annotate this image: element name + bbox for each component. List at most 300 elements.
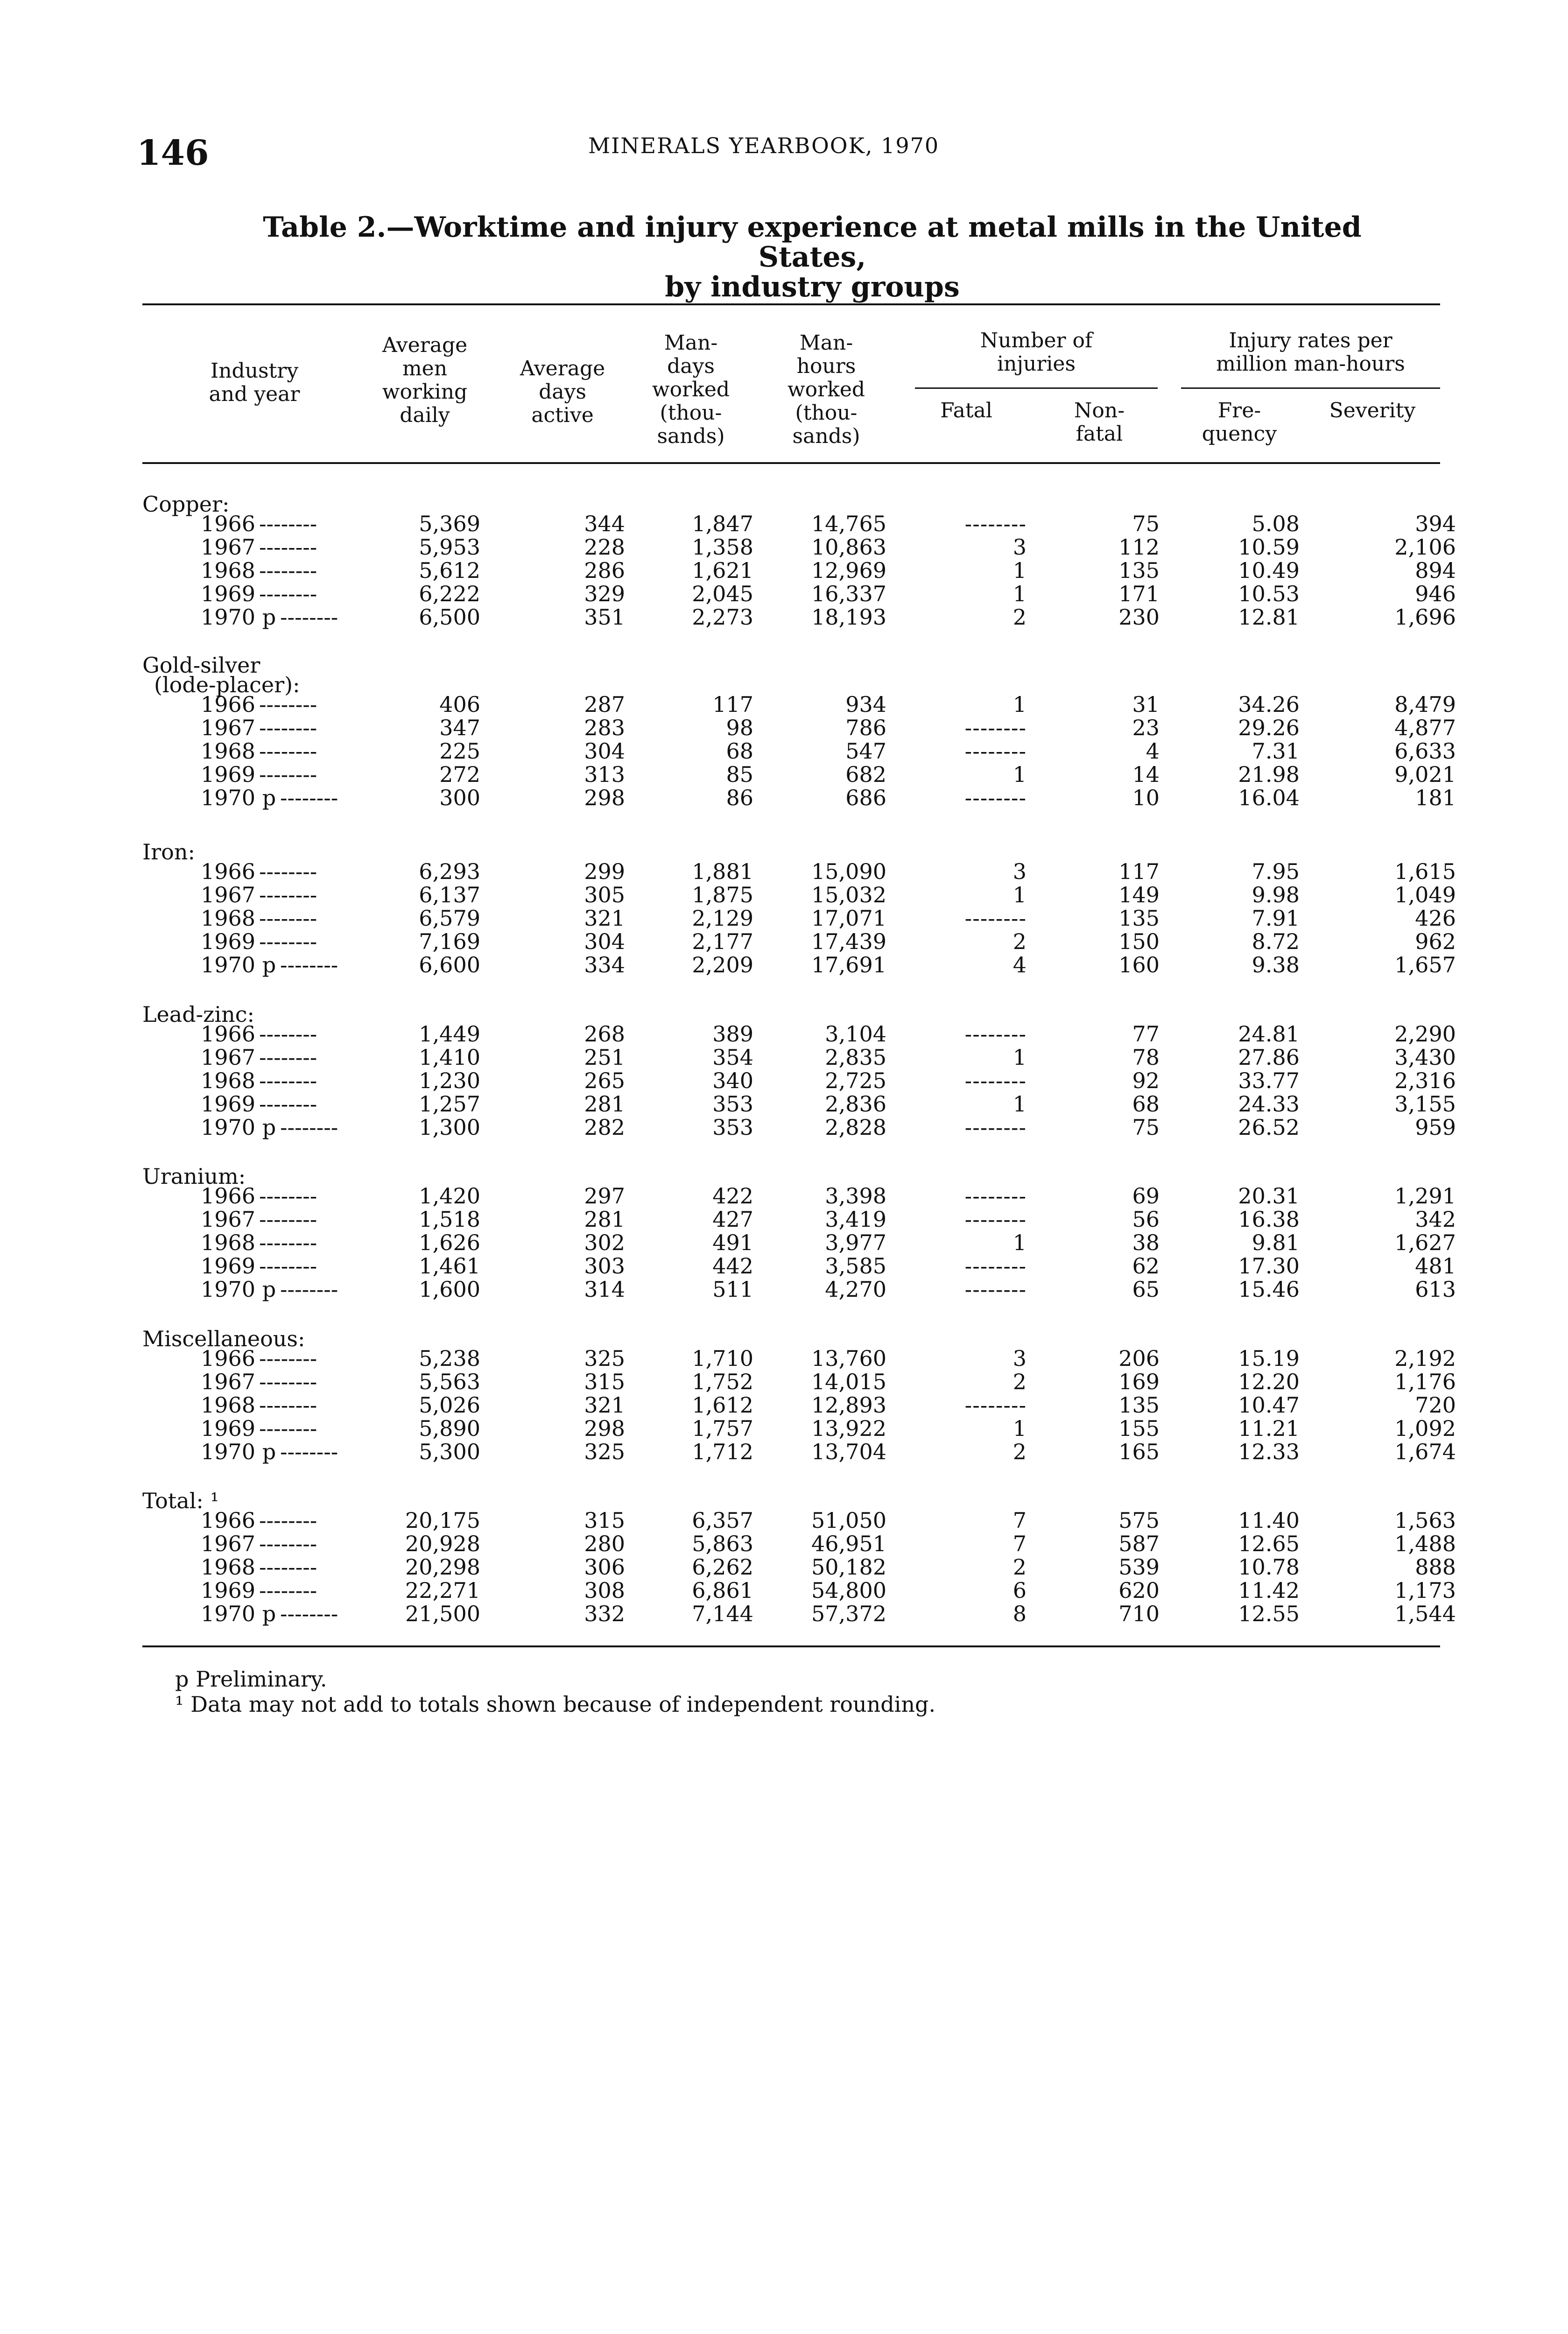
cell-average-days: 313 bbox=[584, 762, 625, 787]
dot-leader: -------- bbox=[280, 605, 338, 629]
cell-nonfatal: 135 bbox=[1118, 906, 1160, 931]
cell-nonfatal: 14 bbox=[1132, 762, 1160, 787]
dot-leader: -------- bbox=[259, 693, 317, 716]
group-label: Gold-silver bbox=[142, 653, 260, 678]
table-row bbox=[0, 1347, 1568, 1370]
cell-average-days: 287 bbox=[584, 692, 625, 717]
cell-year: 1966 bbox=[201, 1183, 256, 1209]
cell-average-men: 1,420 bbox=[419, 1183, 480, 1209]
cell-man-hours: 3,398 bbox=[825, 1183, 886, 1209]
table-row bbox=[0, 907, 1568, 930]
cell-average-days: 265 bbox=[584, 1068, 625, 1093]
table-row bbox=[0, 1022, 1568, 1046]
cell-man-hours: 2,828 bbox=[825, 1115, 886, 1140]
dot-leader: -------- bbox=[259, 739, 317, 763]
cell-nonfatal: 77 bbox=[1132, 1021, 1160, 1047]
table-row bbox=[0, 1417, 1568, 1440]
cell-severity: 1,627 bbox=[1394, 1230, 1456, 1255]
cell-man-days: 1,712 bbox=[692, 1439, 753, 1464]
cell-year: 1967 bbox=[201, 1207, 256, 1232]
cell-nonfatal: 38 bbox=[1132, 1230, 1160, 1255]
table-row bbox=[0, 1184, 1568, 1208]
header-bottom-rule bbox=[142, 462, 1440, 464]
cell-frequency: 7.31 bbox=[1252, 738, 1300, 764]
table-row bbox=[0, 1046, 1568, 1069]
cell-frequency: 8.72 bbox=[1252, 929, 1300, 954]
cell-year: 1968 bbox=[201, 1230, 256, 1255]
cell-average-men: 5,238 bbox=[419, 1346, 480, 1371]
cell-man-hours: 686 bbox=[845, 785, 886, 810]
cell-severity: 1,092 bbox=[1394, 1416, 1456, 1441]
cell-man-hours: 17,439 bbox=[811, 929, 886, 954]
cell-man-days: 427 bbox=[712, 1207, 753, 1232]
table-row bbox=[0, 1532, 1568, 1555]
cell-fatal-none: -------- bbox=[964, 1069, 1027, 1092]
cell-man-days: 1,875 bbox=[692, 882, 753, 907]
header-average-men-line: daily bbox=[400, 403, 450, 427]
cell-average-days: 303 bbox=[584, 1253, 625, 1279]
table-row bbox=[0, 1092, 1568, 1116]
cell-frequency: 24.81 bbox=[1238, 1021, 1300, 1047]
cell-average-men: 7,169 bbox=[419, 929, 480, 954]
group-label: Uranium: bbox=[142, 1164, 246, 1189]
cell-fatal-none: -------- bbox=[964, 1022, 1027, 1046]
cell-average-men: 272 bbox=[439, 762, 480, 787]
header-average-men-line: working bbox=[382, 380, 468, 404]
cell-average-men: 1,257 bbox=[419, 1091, 480, 1117]
cell-frequency: 20.31 bbox=[1238, 1183, 1300, 1209]
cell-severity: 9,021 bbox=[1394, 762, 1456, 787]
cell-nonfatal: 117 bbox=[1118, 859, 1160, 884]
header-industry-line: and year bbox=[209, 382, 300, 406]
cell-severity: 613 bbox=[1415, 1277, 1456, 1302]
cell-year: 1966 bbox=[201, 859, 256, 884]
cell-fatal-none: -------- bbox=[964, 1254, 1027, 1278]
cell-average-men: 5,300 bbox=[419, 1439, 480, 1464]
header-man-hours-line: sands) bbox=[792, 424, 860, 448]
cell-fatal: 3 bbox=[1013, 859, 1027, 884]
cell-frequency: 10.53 bbox=[1238, 581, 1300, 606]
cell-frequency: 10.47 bbox=[1238, 1392, 1300, 1418]
cell-year: 1966 bbox=[201, 692, 256, 717]
cell-man-days: 6,262 bbox=[692, 1554, 753, 1580]
dot-leader: -------- bbox=[280, 1602, 338, 1625]
cell-fatal: 1 bbox=[1013, 692, 1027, 717]
cell-man-days: 511 bbox=[712, 1277, 753, 1302]
table-row bbox=[0, 1069, 1568, 1092]
dot-leader: -------- bbox=[259, 535, 317, 559]
table-row bbox=[0, 1278, 1568, 1301]
cell-average-days: 282 bbox=[584, 1115, 625, 1140]
cell-average-days: 305 bbox=[584, 882, 625, 907]
dot-leader: -------- bbox=[259, 1184, 317, 1208]
cell-average-men: 5,369 bbox=[419, 511, 480, 536]
cell-man-days: 442 bbox=[712, 1253, 753, 1279]
cell-frequency: 15.19 bbox=[1238, 1346, 1300, 1371]
cell-nonfatal: 92 bbox=[1132, 1068, 1160, 1093]
cell-fatal: 1 bbox=[1013, 762, 1027, 787]
cell-average-days: 298 bbox=[584, 785, 625, 810]
cell-fatal: 1 bbox=[1013, 1045, 1027, 1070]
cell-man-days: 2,209 bbox=[692, 952, 753, 977]
cell-year: 1969 bbox=[201, 762, 256, 787]
cell-man-hours: 57,372 bbox=[811, 1601, 886, 1626]
dot-leader: -------- bbox=[259, 1347, 317, 1370]
cell-nonfatal: 575 bbox=[1118, 1508, 1160, 1533]
header-average-days bbox=[499, 357, 626, 427]
cell-frequency: 33.77 bbox=[1238, 1068, 1300, 1093]
group-label: Total: ¹ bbox=[142, 1488, 219, 1513]
table-title-line2: by industry groups bbox=[665, 271, 960, 303]
cell-year: 1966 bbox=[201, 1021, 256, 1047]
cell-frequency: 11.21 bbox=[1238, 1416, 1300, 1441]
cell-severity: 8,479 bbox=[1394, 692, 1456, 717]
cell-year: 1970 p bbox=[201, 1601, 276, 1626]
cell-average-days: 329 bbox=[584, 581, 625, 606]
header-nonfatal bbox=[1036, 399, 1162, 446]
cell-average-men: 1,518 bbox=[419, 1207, 480, 1232]
cell-average-men: 6,293 bbox=[419, 859, 480, 884]
cell-average-men: 1,449 bbox=[419, 1021, 480, 1047]
cell-average-days: 308 bbox=[584, 1578, 625, 1603]
cell-man-days: 2,129 bbox=[692, 906, 753, 931]
group-label-continued: (lode-placer): bbox=[154, 672, 300, 697]
cell-severity: 426 bbox=[1415, 906, 1456, 931]
cell-man-days: 98 bbox=[726, 715, 753, 740]
cell-average-men: 1,600 bbox=[419, 1277, 480, 1302]
cell-man-hours: 15,090 bbox=[811, 859, 886, 884]
table-row bbox=[0, 559, 1568, 582]
cell-man-hours: 2,835 bbox=[825, 1045, 886, 1070]
cell-man-hours: 13,704 bbox=[811, 1439, 886, 1464]
cell-average-days: 344 bbox=[584, 511, 625, 536]
header-average-men bbox=[359, 334, 490, 427]
cell-man-hours: 4,270 bbox=[825, 1277, 886, 1302]
cell-average-men: 300 bbox=[439, 785, 480, 810]
cell-nonfatal: 65 bbox=[1132, 1277, 1160, 1302]
cell-nonfatal: 230 bbox=[1118, 605, 1160, 630]
cell-frequency: 10.49 bbox=[1238, 558, 1300, 583]
cell-average-days: 306 bbox=[584, 1554, 625, 1580]
cell-man-hours: 10,863 bbox=[811, 534, 886, 560]
cell-severity: 3,155 bbox=[1394, 1091, 1456, 1117]
cell-frequency: 27.86 bbox=[1238, 1045, 1300, 1070]
cell-year: 1969 bbox=[201, 1416, 256, 1441]
header-number-of-injuries-line: Number of bbox=[980, 329, 1093, 352]
table-row bbox=[0, 1440, 1568, 1463]
group-label: Copper: bbox=[142, 492, 230, 517]
table-row bbox=[0, 693, 1568, 716]
cell-severity: 1,488 bbox=[1394, 1531, 1456, 1556]
cell-frequency: 11.42 bbox=[1238, 1578, 1300, 1603]
cell-frequency: 7.95 bbox=[1252, 859, 1300, 884]
cell-year: 1970 p bbox=[201, 785, 276, 810]
cell-severity: 962 bbox=[1415, 929, 1456, 954]
cell-average-days: 325 bbox=[584, 1439, 625, 1464]
cell-severity: 1,049 bbox=[1394, 882, 1456, 907]
cell-severity: 888 bbox=[1415, 1554, 1456, 1580]
dot-leader: -------- bbox=[259, 1370, 317, 1393]
header-injury-rates-line: million man-hours bbox=[1216, 352, 1405, 376]
cell-severity: 1,544 bbox=[1394, 1601, 1456, 1626]
cell-severity: 342 bbox=[1415, 1207, 1456, 1232]
cell-frequency: 5.08 bbox=[1252, 511, 1300, 536]
cell-frequency: 24.33 bbox=[1238, 1091, 1300, 1117]
cell-fatal: 7 bbox=[1013, 1531, 1027, 1556]
dot-leader: -------- bbox=[280, 1278, 338, 1301]
cell-man-hours: 786 bbox=[845, 715, 886, 740]
cell-man-days: 6,357 bbox=[692, 1508, 753, 1533]
cell-average-men: 5,026 bbox=[419, 1392, 480, 1418]
cell-man-days: 1,621 bbox=[692, 558, 753, 583]
header-man-days-line: worked bbox=[652, 378, 730, 401]
dot-leader: -------- bbox=[259, 1417, 317, 1440]
header-man-hours-line: hours bbox=[796, 354, 856, 378]
cell-man-days: 1,752 bbox=[692, 1369, 753, 1394]
cell-year: 1969 bbox=[201, 929, 256, 954]
dot-leader: -------- bbox=[259, 1532, 317, 1555]
cell-fatal-none: -------- bbox=[964, 1208, 1027, 1231]
dot-leader: -------- bbox=[259, 559, 317, 582]
cell-nonfatal: 160 bbox=[1118, 952, 1160, 977]
cell-average-men: 21,500 bbox=[405, 1601, 480, 1626]
cell-average-men: 1,461 bbox=[419, 1253, 480, 1279]
cell-year: 1968 bbox=[201, 1392, 256, 1418]
injuries-rule bbox=[915, 387, 1158, 389]
running-head: MINERALS YEARBOOK, 1970 bbox=[588, 133, 940, 158]
cell-man-days: 353 bbox=[712, 1115, 753, 1140]
cell-year: 1970 p bbox=[201, 1439, 276, 1464]
dot-leader: -------- bbox=[259, 860, 317, 883]
cell-severity: 2,106 bbox=[1394, 534, 1456, 560]
cell-year: 1968 bbox=[201, 1554, 256, 1580]
cell-average-days: 298 bbox=[584, 1416, 625, 1441]
footnote-preliminary: p Preliminary. bbox=[175, 1666, 327, 1692]
cell-severity: 4,877 bbox=[1394, 715, 1456, 740]
cell-man-days: 340 bbox=[712, 1068, 753, 1093]
cell-year: 1970 p bbox=[201, 1277, 276, 1302]
cell-average-men: 5,563 bbox=[419, 1369, 480, 1394]
cell-fatal: 6 bbox=[1013, 1578, 1027, 1603]
cell-man-days: 86 bbox=[726, 785, 753, 810]
cell-nonfatal: 10 bbox=[1132, 785, 1160, 810]
top-rule bbox=[142, 303, 1440, 305]
table-row bbox=[0, 716, 1568, 739]
cell-frequency: 17.30 bbox=[1238, 1253, 1300, 1279]
cell-average-days: 299 bbox=[584, 859, 625, 884]
cell-frequency: 9.81 bbox=[1252, 1230, 1300, 1255]
footnotes bbox=[175, 1666, 935, 1717]
cell-severity: 720 bbox=[1415, 1392, 1456, 1418]
cell-nonfatal: 4 bbox=[1146, 738, 1160, 764]
cell-frequency: 16.38 bbox=[1238, 1207, 1300, 1232]
cell-year: 1967 bbox=[201, 1531, 256, 1556]
cell-fatal: 1 bbox=[1013, 882, 1027, 907]
cell-severity: 1,291 bbox=[1394, 1183, 1456, 1209]
cell-man-days: 2,045 bbox=[692, 581, 753, 606]
table-bottom-rule bbox=[142, 1645, 1440, 1647]
cell-man-days: 491 bbox=[712, 1230, 753, 1255]
cell-man-hours: 46,951 bbox=[811, 1531, 886, 1556]
header-average-days-line: Average bbox=[520, 357, 605, 380]
table-row bbox=[0, 786, 1568, 809]
cell-year: 1967 bbox=[201, 534, 256, 560]
header-fatal bbox=[915, 399, 1018, 422]
cell-man-hours: 682 bbox=[845, 762, 886, 787]
cell-man-days: 1,847 bbox=[692, 511, 753, 536]
header-number-of-injuries-line: injuries bbox=[997, 352, 1076, 376]
cell-nonfatal: 23 bbox=[1132, 715, 1160, 740]
cell-man-hours: 18,193 bbox=[811, 605, 886, 630]
cell-average-days: 304 bbox=[584, 929, 625, 954]
cell-nonfatal: 75 bbox=[1132, 511, 1160, 536]
cell-man-hours: 14,765 bbox=[811, 511, 886, 536]
cell-fatal-none: -------- bbox=[964, 512, 1027, 535]
dot-leader: -------- bbox=[259, 1022, 317, 1046]
header-injury-rates-line: Injury rates per bbox=[1229, 329, 1392, 352]
cell-man-days: 5,863 bbox=[692, 1531, 753, 1556]
cell-fatal: 2 bbox=[1013, 929, 1027, 954]
cell-man-hours: 13,922 bbox=[811, 1416, 886, 1441]
dot-leader: -------- bbox=[280, 786, 338, 809]
cell-average-men: 5,953 bbox=[419, 534, 480, 560]
dot-leader: -------- bbox=[259, 1231, 317, 1254]
dot-leader: -------- bbox=[259, 512, 317, 535]
cell-average-men: 406 bbox=[439, 692, 480, 717]
cell-severity: 1,696 bbox=[1394, 605, 1456, 630]
cell-average-days: 297 bbox=[584, 1183, 625, 1209]
cell-nonfatal: 78 bbox=[1132, 1045, 1160, 1070]
cell-average-men: 347 bbox=[439, 715, 480, 740]
cell-average-days: 315 bbox=[584, 1508, 625, 1533]
cell-average-days: 332 bbox=[584, 1601, 625, 1626]
cell-average-men: 5,612 bbox=[419, 558, 480, 583]
table-row bbox=[0, 582, 1568, 605]
cell-man-days: 6,861 bbox=[692, 1578, 753, 1603]
cell-nonfatal: 206 bbox=[1118, 1346, 1160, 1371]
table-row bbox=[0, 1602, 1568, 1625]
cell-fatal-none: -------- bbox=[964, 739, 1027, 763]
header-man-days bbox=[626, 331, 756, 448]
cell-man-hours: 12,893 bbox=[811, 1392, 886, 1418]
header-man-hours-line: worked bbox=[787, 378, 865, 401]
dot-leader: -------- bbox=[259, 1579, 317, 1602]
dot-leader: -------- bbox=[280, 1116, 338, 1139]
cell-severity: 181 bbox=[1415, 785, 1456, 810]
cell-frequency: 12.33 bbox=[1238, 1439, 1300, 1464]
header-man-hours-line: Man- bbox=[799, 331, 853, 355]
cell-average-days: 315 bbox=[584, 1369, 625, 1394]
cell-year: 1968 bbox=[201, 738, 256, 764]
cell-nonfatal: 169 bbox=[1118, 1369, 1160, 1394]
cell-frequency: 15.46 bbox=[1238, 1277, 1300, 1302]
cell-nonfatal: 62 bbox=[1132, 1253, 1160, 1279]
cell-fatal: 2 bbox=[1013, 1439, 1027, 1464]
cell-average-men: 20,298 bbox=[405, 1554, 480, 1580]
cell-year: 1968 bbox=[201, 558, 256, 583]
table-row bbox=[0, 1579, 1568, 1602]
table-row bbox=[0, 605, 1568, 629]
table-row bbox=[0, 1370, 1568, 1393]
header-frequency bbox=[1181, 399, 1298, 446]
cell-man-days: 1,358 bbox=[692, 534, 753, 560]
rates-rule bbox=[1181, 387, 1440, 389]
cell-man-hours: 15,032 bbox=[811, 882, 886, 907]
header-industry bbox=[184, 359, 324, 406]
group-label: Iron: bbox=[142, 839, 195, 865]
table-row bbox=[0, 1254, 1568, 1278]
cell-man-days: 117 bbox=[712, 692, 753, 717]
cell-man-hours: 934 bbox=[845, 692, 886, 717]
cell-year: 1970 p bbox=[201, 1115, 276, 1140]
cell-nonfatal: 155 bbox=[1118, 1416, 1160, 1441]
cell-man-hours: 50,182 bbox=[811, 1554, 886, 1580]
cell-man-hours: 2,725 bbox=[825, 1068, 886, 1093]
cell-year: 1966 bbox=[201, 511, 256, 536]
cell-fatal: 2 bbox=[1013, 605, 1027, 630]
cell-man-hours: 17,071 bbox=[811, 906, 886, 931]
cell-average-men: 6,137 bbox=[419, 882, 480, 907]
cell-fatal-none: -------- bbox=[964, 1116, 1027, 1139]
header-man-days-line: Man- bbox=[664, 331, 718, 355]
cell-frequency: 16.04 bbox=[1238, 785, 1300, 810]
header-frequency-line: quency bbox=[1202, 422, 1277, 446]
cell-average-men: 6,500 bbox=[419, 605, 480, 630]
dot-leader: -------- bbox=[259, 1509, 317, 1532]
cell-man-days: 1,881 bbox=[692, 859, 753, 884]
cell-nonfatal: 587 bbox=[1118, 1531, 1160, 1556]
cell-severity: 946 bbox=[1415, 581, 1456, 606]
cell-year: 1967 bbox=[201, 882, 256, 907]
cell-fatal: 1 bbox=[1013, 558, 1027, 583]
cell-average-days: 314 bbox=[584, 1277, 625, 1302]
cell-frequency: 34.26 bbox=[1238, 692, 1300, 717]
table-row bbox=[0, 1231, 1568, 1254]
cell-average-days: 304 bbox=[584, 738, 625, 764]
cell-average-men: 20,175 bbox=[405, 1508, 480, 1533]
cell-severity: 6,633 bbox=[1394, 738, 1456, 764]
cell-fatal: 1 bbox=[1013, 581, 1027, 606]
table-row bbox=[0, 930, 1568, 953]
cell-severity: 1,674 bbox=[1394, 1439, 1456, 1464]
cell-nonfatal: 56 bbox=[1132, 1207, 1160, 1232]
cell-man-hours: 3,104 bbox=[825, 1021, 886, 1047]
dot-leader: -------- bbox=[280, 1440, 338, 1463]
table-row bbox=[0, 953, 1568, 977]
cell-fatal: 2 bbox=[1013, 1369, 1027, 1394]
cell-year: 1966 bbox=[201, 1346, 256, 1371]
cell-man-days: 68 bbox=[726, 738, 753, 764]
header-average-days-line: days bbox=[539, 380, 586, 404]
cell-year: 1967 bbox=[201, 1045, 256, 1070]
dot-leader: -------- bbox=[259, 582, 317, 605]
cell-fatal: 1 bbox=[1013, 1416, 1027, 1441]
cell-nonfatal: 150 bbox=[1118, 929, 1160, 954]
cell-man-hours: 16,337 bbox=[811, 581, 886, 606]
cell-average-men: 1,626 bbox=[419, 1230, 480, 1255]
cell-man-hours: 13,760 bbox=[811, 1346, 886, 1371]
cell-nonfatal: 69 bbox=[1132, 1183, 1160, 1209]
cell-man-hours: 12,969 bbox=[811, 558, 886, 583]
header-man-days-line: (thou- bbox=[660, 401, 722, 425]
cell-average-days: 280 bbox=[584, 1531, 625, 1556]
cell-nonfatal: 165 bbox=[1118, 1439, 1160, 1464]
cell-man-days: 353 bbox=[712, 1091, 753, 1117]
cell-frequency: 26.52 bbox=[1238, 1115, 1300, 1140]
cell-man-hours: 14,015 bbox=[811, 1369, 886, 1394]
cell-severity: 2,192 bbox=[1394, 1346, 1456, 1371]
header-average-days-line: active bbox=[531, 403, 594, 427]
